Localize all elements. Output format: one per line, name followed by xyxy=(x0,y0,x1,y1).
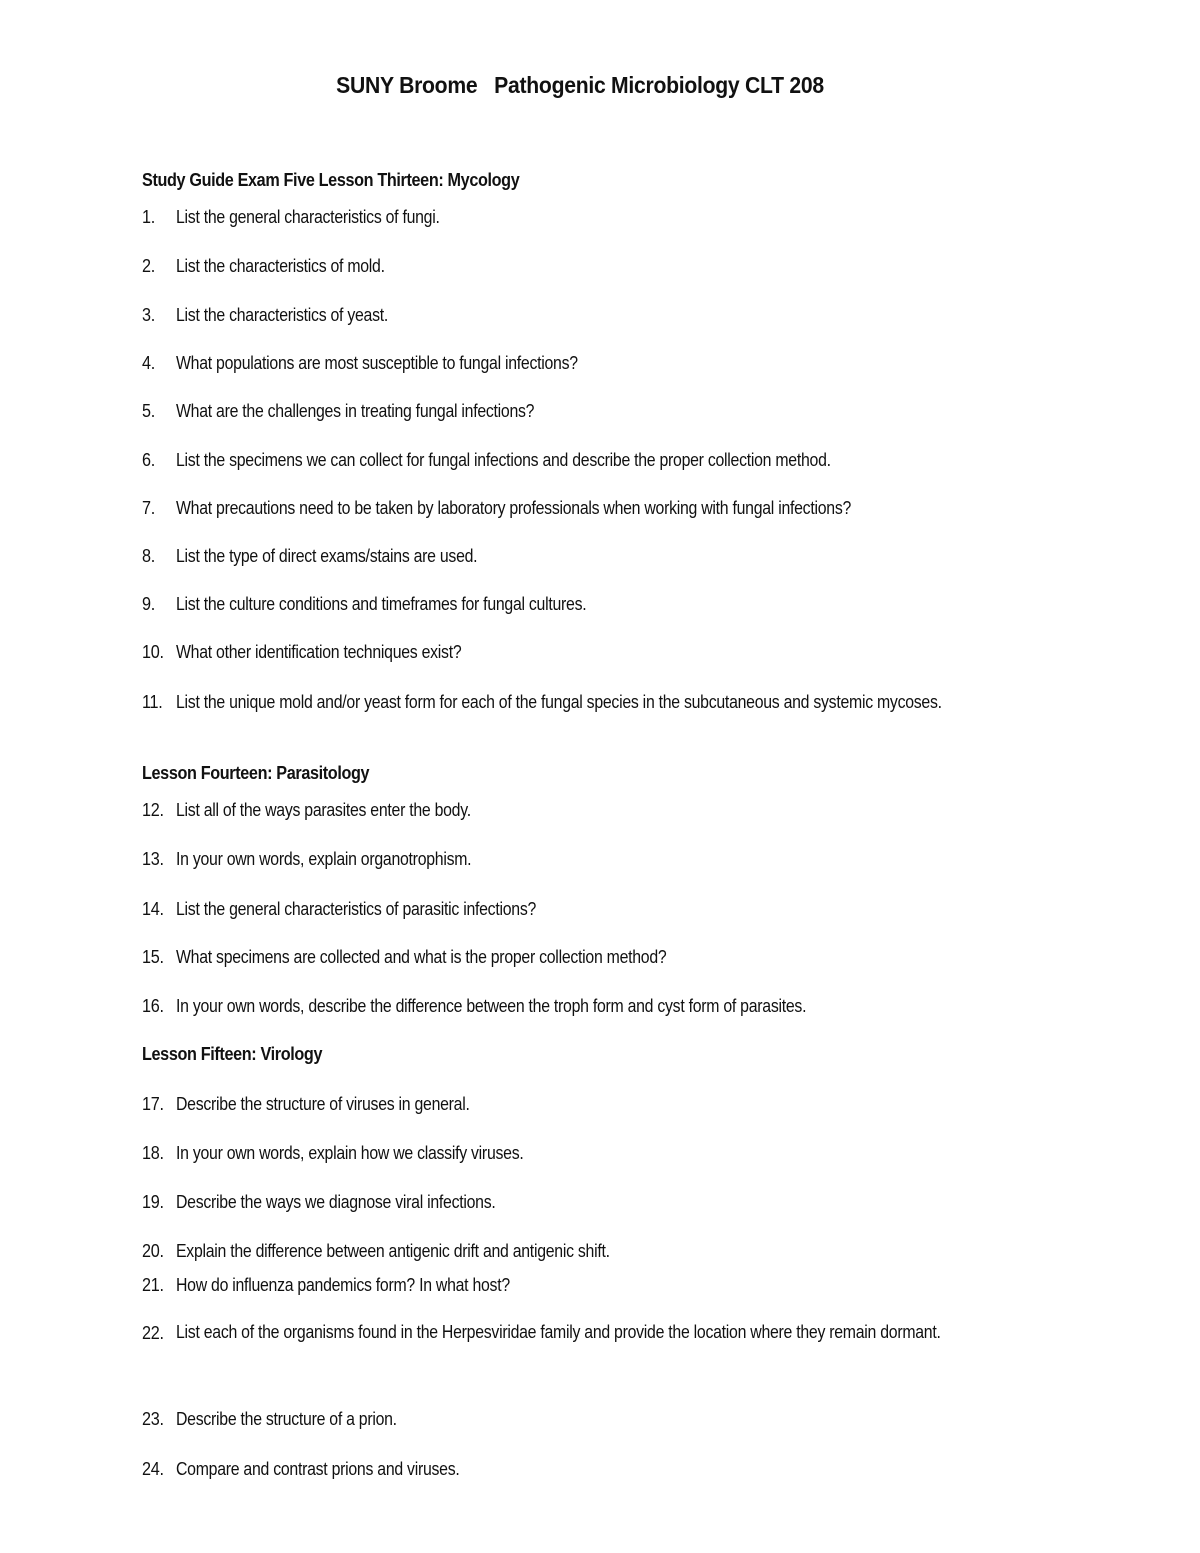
item-text: What populations are most susceptible to fungal infections? xyxy=(176,353,578,373)
item-number: 19. xyxy=(142,1192,164,1212)
item-number: 1. xyxy=(142,207,155,227)
item-number: 17. xyxy=(142,1094,164,1114)
list-item xyxy=(142,1407,1042,1431)
list-item xyxy=(142,1092,1042,1116)
item-text: List the general characteristics of fungi. xyxy=(176,207,440,227)
list-item xyxy=(142,798,1042,822)
item-text: List the characteristics of yeast. xyxy=(176,305,388,325)
list-item xyxy=(142,897,1042,921)
list-item xyxy=(142,1239,1042,1263)
item-number: 12. xyxy=(142,800,164,820)
item-text: In your own words, explain how we classify viruses. xyxy=(176,1143,524,1163)
item-number: 11. xyxy=(142,692,163,712)
item-text: List all of the ways parasites enter the body. xyxy=(176,800,471,820)
item-text: List each of the organisms found in the Herpesviridae family and provide the location where they remain dormant. xyxy=(176,1322,941,1342)
item-text: List the characteristics of mold. xyxy=(176,256,385,276)
list-item xyxy=(142,254,1042,278)
item-number: 4. xyxy=(142,353,155,373)
item-text: Describe the structure of a prion. xyxy=(176,1409,397,1429)
item-text: List the culture conditions and timeframes for fungal cultures. xyxy=(176,594,587,614)
list-item xyxy=(142,1273,1042,1297)
list-item xyxy=(142,496,1042,520)
item-number: 21. xyxy=(142,1275,164,1295)
item-number: 7. xyxy=(142,498,155,518)
list-item xyxy=(142,1314,1042,1351)
list-item xyxy=(142,205,1042,229)
list-item xyxy=(142,544,1042,568)
list-item xyxy=(142,399,1042,423)
page-title: SUNY Broome Pathogenic Microbiology CLT 208 xyxy=(336,72,824,98)
item-text: Describe the structure of viruses in general. xyxy=(176,1094,470,1114)
item-number: 13. xyxy=(142,849,164,869)
list-item xyxy=(142,448,1042,472)
item-text: List the type of direct exams/stains are used. xyxy=(176,546,478,566)
item-number: 6. xyxy=(142,450,155,470)
list-item xyxy=(142,945,1042,969)
item-text: What other identification techniques exist? xyxy=(176,642,462,662)
item-text: In your own words, describe the difference between the troph form and cyst form of parasites. xyxy=(176,996,807,1016)
list-item xyxy=(142,994,1042,1018)
item-number: 2. xyxy=(142,256,155,276)
item-number: 10. xyxy=(142,642,164,662)
item-number: 16. xyxy=(142,996,164,1016)
item-number: 20. xyxy=(142,1241,164,1261)
item-text: In your own words, explain organotrophism. xyxy=(176,849,472,869)
item-text: How do influenza pandemics form? In what host? xyxy=(176,1275,510,1295)
item-number: 14. xyxy=(142,899,164,919)
section-heading-virology: Lesson Fifteen: Virology xyxy=(142,1044,323,1064)
item-number: 5. xyxy=(142,401,155,421)
list-item xyxy=(142,303,1042,327)
list-item xyxy=(142,351,1042,375)
item-number: 18. xyxy=(142,1143,164,1163)
item-number: 22. xyxy=(142,1323,164,1343)
item-number: 24. xyxy=(142,1459,164,1479)
item-number: 15. xyxy=(142,947,164,967)
item-number: 9. xyxy=(142,594,155,614)
section-heading-parasitology: Lesson Fourteen: Parasitology xyxy=(142,763,370,783)
list-item xyxy=(142,1141,1042,1165)
item-number: 3. xyxy=(142,305,155,325)
list-item xyxy=(142,847,1042,871)
item-text: Explain the difference between antigenic drift and antigenic shift. xyxy=(176,1241,610,1261)
list-item xyxy=(142,640,1042,664)
item-text: Describe the ways we diagnose viral infections. xyxy=(176,1192,496,1212)
item-text: What specimens are collected and what is the proper collection method? xyxy=(176,947,667,967)
item-text: List the general characteristics of parasitic infections? xyxy=(176,899,537,919)
item-text: List the unique mold and/or yeast form for each of the fungal species in the subcutaneous and systemic mycoses. xyxy=(176,692,942,712)
list-item xyxy=(142,690,1042,714)
item-number: 8. xyxy=(142,546,155,566)
list-item xyxy=(142,592,1042,616)
item-number: 23. xyxy=(142,1409,164,1429)
item-text: List the specimens we can collect for fungal infections and describe the proper collection method. xyxy=(176,450,831,470)
item-text: Compare and contrast prions and viruses. xyxy=(176,1459,460,1479)
list-item xyxy=(142,1457,1042,1481)
item-text: What are the challenges in treating fungal infections? xyxy=(176,401,535,421)
item-text: What precautions need to be taken by laboratory professionals when working with fungal infections? xyxy=(176,498,852,518)
section-heading-mycology: Study Guide Exam Five Lesson Thirteen: Mycology xyxy=(142,170,520,190)
list-item xyxy=(142,1190,1042,1214)
